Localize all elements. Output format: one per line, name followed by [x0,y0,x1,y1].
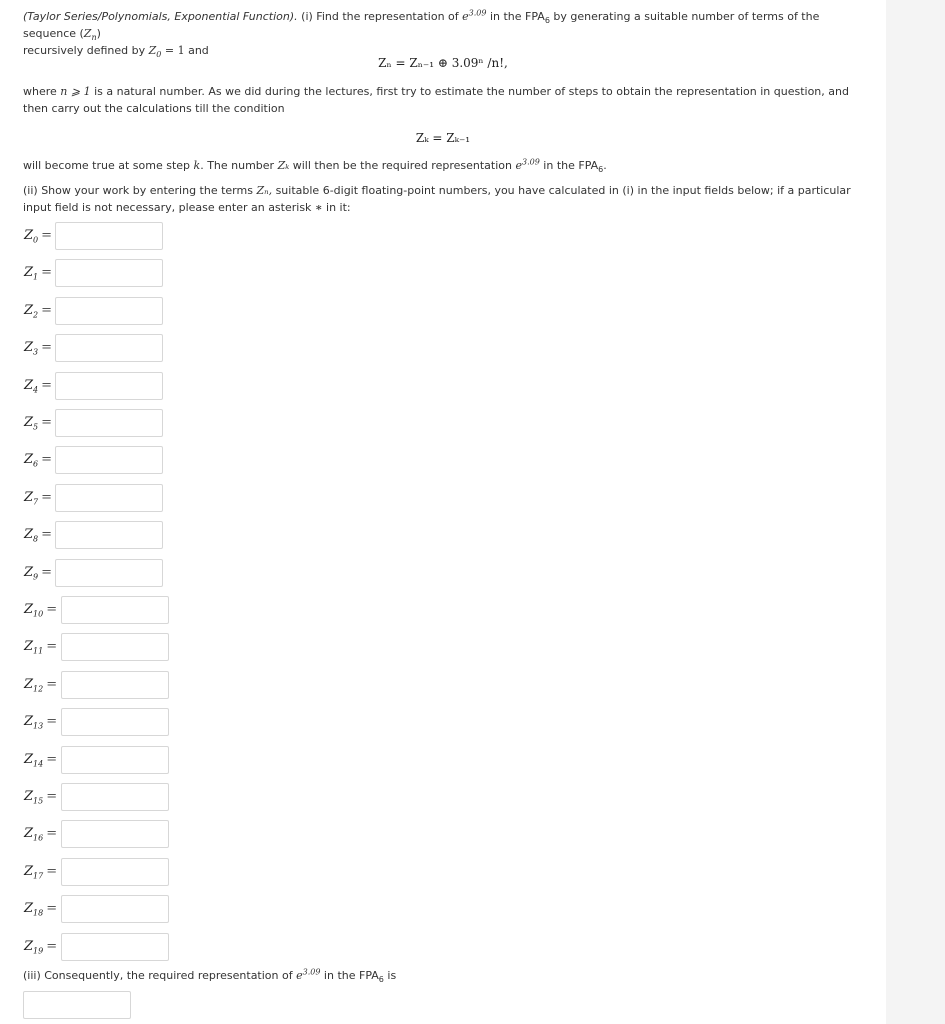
term-label-z18: $Z_{18}$ = [24,901,58,918]
term-label-z4: $Z_4$ = [24,377,53,395]
term-label-z19: $Z_{19}$ = [24,938,58,956]
term-input-z19[interactable] [61,933,169,961]
term-label-z16: $Z_{16}$ = [24,826,58,843]
term-label-z17: $Z_{17}$ = [24,863,58,881]
question-topic: (Taylor Series/Polynomials, Exponential Function). [23,10,298,23]
term-input-z0[interactable] [55,222,163,250]
term-input-z9[interactable] [55,559,163,587]
term-input-z12[interactable] [61,671,169,699]
term-input-z18[interactable] [61,895,169,923]
term-label-z14: $Z_{14}$ = [24,751,58,769]
term-label-z11: $Z_{11}$ = [24,639,58,656]
condition-equation: Zₖ = Zₖ₋₁ [415,131,471,145]
final-answer-input[interactable] [23,991,131,1019]
term-input-z7[interactable] [55,484,163,512]
term-label-z8: $Z_8$ = [24,527,53,544]
term-input-z5[interactable] [55,409,163,437]
question-text-3: will become true at some step k. The number Zₖ will then be the required representation $e^{3.09}$ in the $FPA_6$. [23,157,607,175]
term-input-z2[interactable] [55,297,163,325]
term-input-z4[interactable] [55,372,163,400]
term-label-z15: $Z_{15}$ = [24,789,58,806]
exp-expression: $e^{3.09}$ [462,8,487,23]
term-input-z10[interactable] [61,596,169,624]
question-text-5: (iii) Consequently, the required representation of $e^{3.09}$ in the $FPA_6$ is [23,967,397,985]
term-label-z3: $Z_3$ = [24,340,53,357]
term-label-z12: $Z_{12}$ = [24,676,58,694]
term-input-z15[interactable] [61,783,169,811]
term-input-z14[interactable] [61,746,169,774]
term-label-z7: $Z_7$ = [24,489,53,507]
term-label-z0: $Z_0$ = [24,228,53,245]
question-text-2: where n ⩾ 1 is a natural number. As we did during the lectures, first try to estimate the number of steps to obtain the representation in question, and then carry out the calculations till the condition [23,85,849,115]
question-text-4: (ii) Show your work by entering the terms Zₙ, suitable 6-digit floating-point numbers, you have calculated in (i) in the input fields below; if a particular input field is not necessary, please enter an asterisk ∗ in it: [23,184,851,214]
term-label-z2: $Z_2$ = [24,302,53,320]
term-input-z3[interactable] [55,334,163,362]
term-input-z16[interactable] [61,820,169,848]
term-label-z5: $Z_5$ = [24,415,53,432]
term-label-z1: $Z_1$ = [24,265,53,282]
term-input-z8[interactable] [55,521,163,549]
term-input-z11[interactable] [61,633,169,661]
term-label-z13: $Z_{13}$ = [24,714,58,731]
term-input-z6[interactable] [55,446,163,474]
question-intro: (Taylor Series/Polynomials, Exponential Function). (i) Find the representation of $e^{3.09}$ in the $FPA_6$ by generating a suitable number of terms of the sequence $(Z_n)$ recursively defined by $Z_0 = 1$ and [23,8,820,60]
recurrence-equation: Zₙ = Zₙ₋₁ ⊕ 3.09ⁿ /n!, [378,56,508,70]
term-input-z17[interactable] [61,858,169,886]
term-label-z6: $Z_6$ = [24,452,53,469]
term-label-z9: $Z_9$ = [24,564,53,582]
term-input-z13[interactable] [61,708,169,736]
term-input-z1[interactable] [55,259,163,287]
term-label-z10: $Z_{10}$ = [24,602,58,619]
